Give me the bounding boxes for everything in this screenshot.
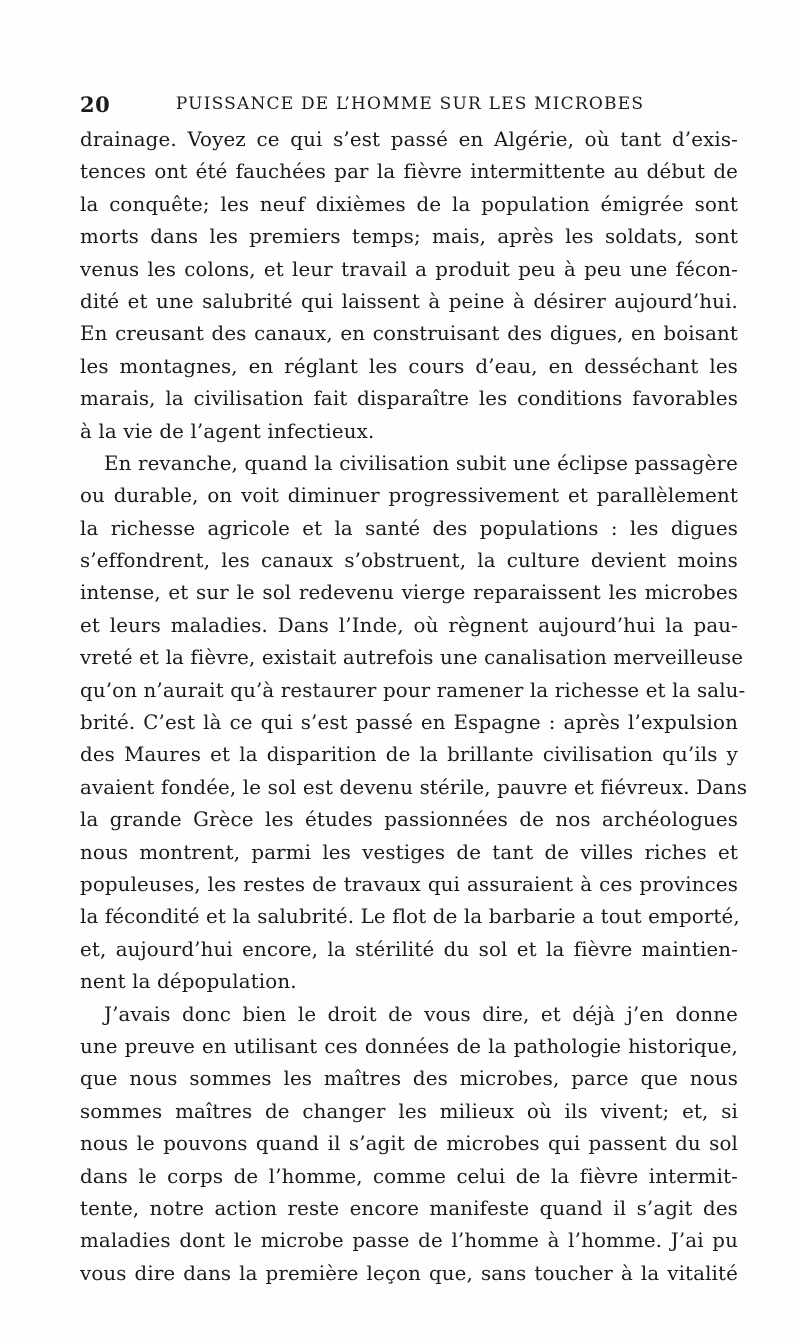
text-line: drainage. Voyez ce qui s’est passé en Algérie, où tant d’exis- — [80, 128, 738, 151]
running-title: PUISSANCE DE L’HOMME SUR LES MICROBES — [175, 94, 645, 114]
text-line: une preuve en utilisant ces données de la pathologie historique, — [80, 1034, 738, 1058]
text-line: et, aujourd’hui encore, la stérilité du sol et la fièvre maintien- — [80, 937, 738, 961]
text-line: nent la dépopulation. — [80, 970, 297, 994]
text-line: des Maures et la disparition de la brillante civilisation qu’ils y — [80, 743, 738, 767]
text-line: nous le pouvons quand il s’agit de microbes qui passent du sol — [80, 1132, 738, 1156]
text-line: les montagnes, en réglant les cours d’eau, en desséchant les — [80, 354, 738, 378]
paragraph-2 — [80, 448, 748, 999]
text-line: nous montrent, parmi les vestiges de tant de villes riches et — [80, 840, 738, 864]
page-number: 20 — [80, 92, 111, 117]
text-line: intense, et sur le sol redevenu vierge reparaissent les microbes — [80, 581, 738, 605]
text-line: venus les colons, et leur travail a produit peu à peu une fécon- — [80, 257, 738, 281]
text-line: et leurs maladies. Dans l’Inde, où règnent aujourd’hui la pau- — [80, 613, 738, 637]
text-line: à la vie de l’agent infectieux. — [80, 419, 375, 443]
text-line: s’effondrent, les canaux s’obstruent, la culture devient moins — [80, 549, 738, 573]
text-line: tente, notre action reste encore manifeste quand il s’agit des — [80, 1196, 738, 1220]
body-text — [80, 124, 748, 1290]
text-line: que nous sommes les maîtres des microbes, parce que nous — [80, 1067, 738, 1091]
text-line: la grande Grèce les études passionnées de nos archéologues — [80, 808, 738, 832]
text-line: dans le corps de l’homme, comme celui de la fièvre intermit- — [80, 1164, 738, 1188]
paragraph-3 — [80, 999, 738, 1291]
text-line: la richesse agricole et la santé des populations : les digues — [80, 516, 738, 540]
text-line: morts dans les premiers temps; mais, après les soldats, sont — [80, 225, 738, 249]
text-line: marais, la civilisation fait disparaître les conditions favorables — [80, 387, 738, 411]
text-line: En revanche, quand la civilisation subit une éclipse passagère — [104, 451, 738, 475]
text-line: tences ont été fauchées par la fièvre intermittente au début de — [80, 160, 738, 184]
text-line: avaient fondée, le sol est devenu stérile, pauvre et fiévreux. Dans — [80, 775, 748, 799]
text-line: la fécondité et la salubrité. Le flot de la barbarie a tout emporté, — [80, 905, 740, 929]
text-line: sommes maîtres de changer les milieux où ils vivent; et, si — [80, 1099, 738, 1123]
text-line: la conquête; les neuf dixièmes de la population émigrée sont — [80, 192, 738, 216]
text-line: maladies dont le microbe passe de l’homme à l’homme. J’ai pu — [80, 1229, 738, 1253]
text-line: dité et une salubrité qui laissent à peine à désirer aujourd’hui. — [80, 289, 738, 313]
page-header — [80, 92, 740, 122]
text-line: populeuses, les restes de travaux qui assuraient à ces provinces — [80, 872, 738, 896]
text-line: vous dire dans la première leçon que, sans toucher à la vitalité — [80, 1261, 738, 1285]
text-line: ou durable, on voit diminuer progressivement et parallèlement — [80, 484, 738, 508]
text-line: brité. C’est là ce qui s’est passé en Espagne : après l’expulsion — [80, 711, 738, 735]
paragraph-1 — [80, 124, 738, 448]
text-line: vreté et la fièvre, existait autrefois une canalisation merveilleuse — [80, 646, 744, 670]
text-line: qu’on n’aurait qu’à restaurer pour ramener la richesse et la salu- — [80, 678, 746, 702]
text-line: J’avais donc bien le droit de vous dire, et déjà j’en donne — [104, 1002, 738, 1026]
text-line: En creusant des canaux, en construisant des digues, en boisant — [80, 322, 738, 346]
